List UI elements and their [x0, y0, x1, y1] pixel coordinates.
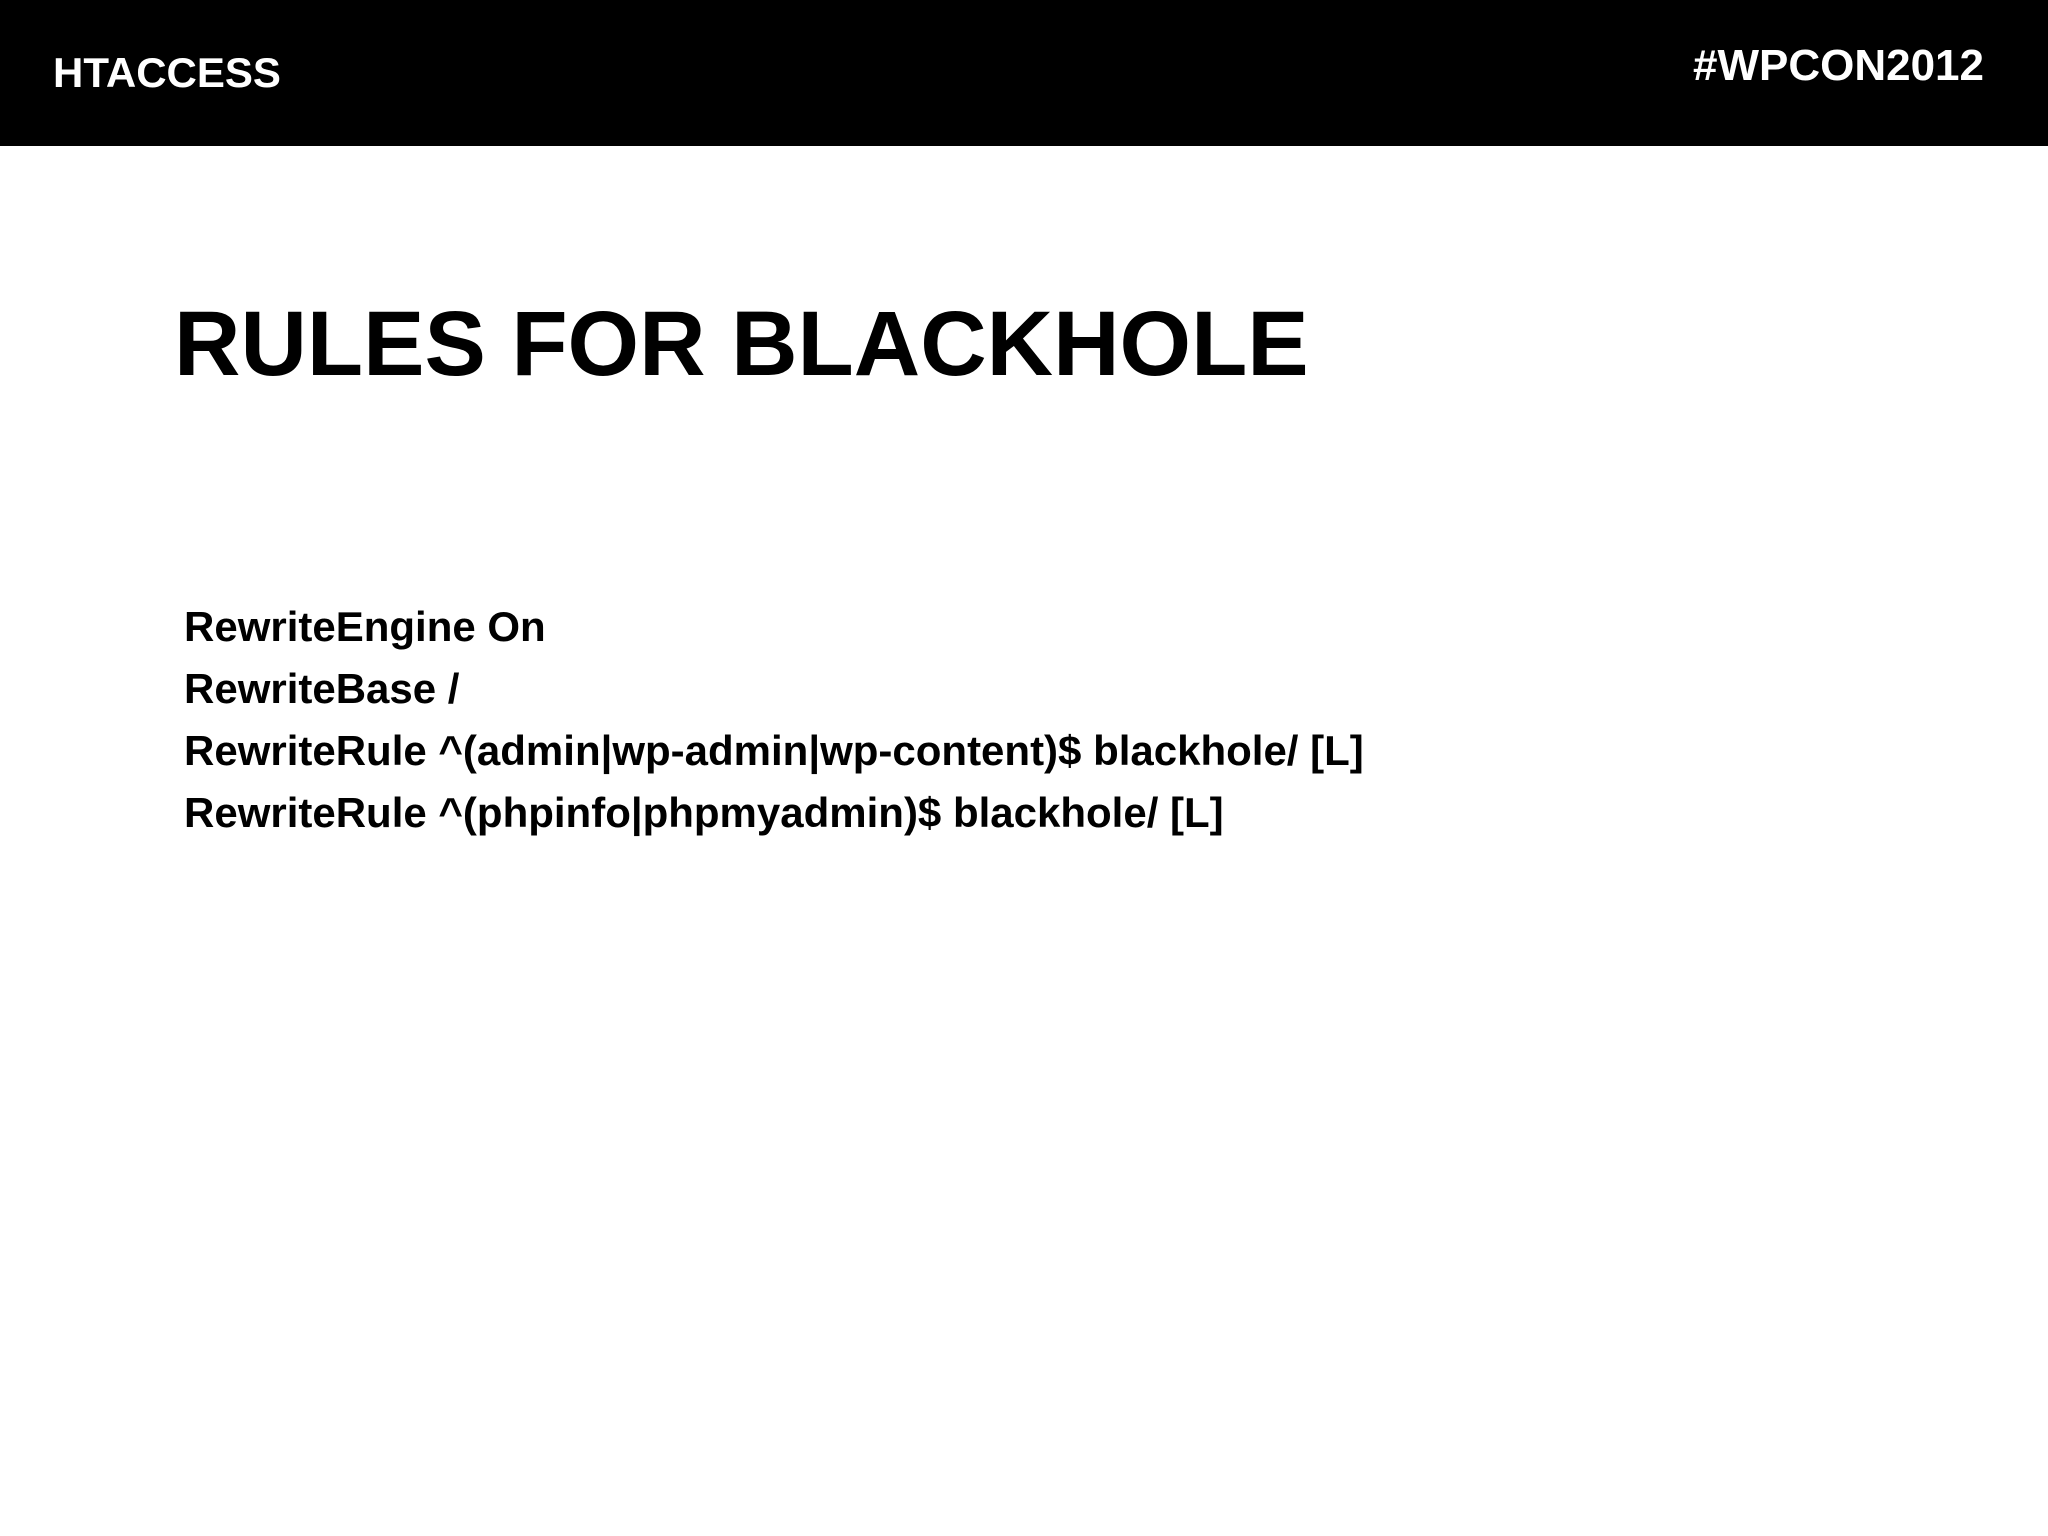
- section-label: HTACCESS: [53, 49, 281, 96]
- header-bar: [0, 0, 2048, 146]
- htaccess-code-block: [184, 596, 1364, 844]
- event-hashtag: #WPCON2012: [1692, 41, 1984, 90]
- code-line-rewrite-rule-phpinfo: RewriteRule ^(phpinfo|phpmyadmin)$ blackhole/ [L]: [184, 789, 1224, 836]
- code-line-rewrite-rule-admin: RewriteRule ^(admin|wp-admin|wp-content)$ blackhole/ [L]: [184, 727, 1364, 774]
- code-line-rewrite-engine: RewriteEngine On: [184, 603, 546, 650]
- slide-title: RULES FOR BLACKHOLE: [174, 293, 1309, 395]
- code-line-rewrite-base: RewriteBase /: [184, 665, 460, 712]
